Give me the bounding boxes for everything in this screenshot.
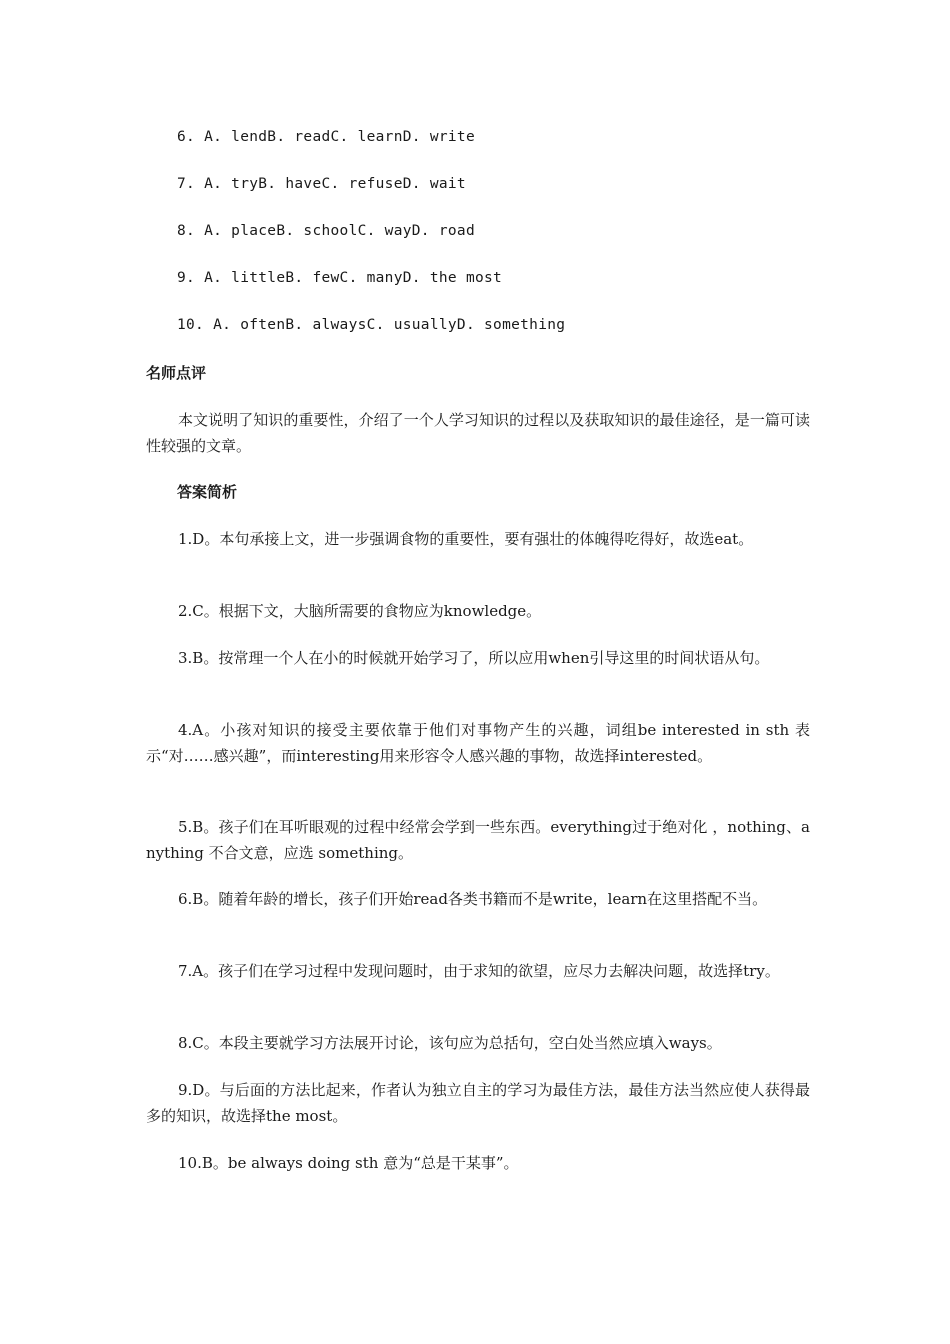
answer-item-6: 6.B。随着年龄的增长，孩子们开始read各类书籍而不是write，learn在这里搭配不当。 — [178, 890, 768, 908]
answers-heading: 答案简析 — [177, 483, 238, 501]
review-text: 本文说明了知识的重要性，介绍了一个人学习知识的过程以及获取知识的最佳途径，是一篇可读性较强的文章。 — [146, 411, 810, 455]
answer-item-5: 5.B。孩子们在耳听眼观的过程中经常会学到一些东西。everything过于绝对化 ，nothing、anything 不合文意，应选 something。 — [146, 818, 810, 862]
option-line-10: 10. A. oftenB. alwaysC. usuallyD. something — [177, 317, 566, 333]
answer-item-1: 1.D。本句承接上文，进一步强调食物的重要性，要有强壮的体魄得吃得好，故选eat。 — [178, 530, 754, 548]
option-line-8: 8. A. placeB. schoolC. wayD. road — [177, 223, 475, 239]
answer-item-7: 7.A。孩子们在学习过程中发现问题时，由于求知的欲望，应尽力去解决问题，故选择try。 — [178, 962, 780, 980]
answer-item-10: 10.B。be always doing sth 意为“总是干某事”。 — [178, 1154, 519, 1172]
answer-item-3: 3.B。按常理一个人在小的时候就开始学习了，所以应用when引导这里的时间状语从句。 — [178, 649, 770, 667]
review-heading: 名师点评 — [146, 364, 207, 382]
option-line-9: 9. A. littleB. fewC. manyD. the most — [177, 270, 503, 286]
answer-item-9: 9.D。与后面的方法比起来，作者认为独立自主的学习为最佳方法，最佳方法当然应使人获得最多的知识，故选择the most。 — [146, 1081, 810, 1125]
answer-item-2: 2.C。根据下文，大脑所需要的食物应为knowledge。 — [178, 602, 542, 620]
answer-item-4: 4.A。小孩对知识的接受主要依靠于他们对事物产生的兴趣，词组be interested in sth 表示“对……感兴趣”，而interesting用来形容令人感兴趣的事物，故选择interested。 — [146, 721, 810, 765]
option-line-7: 7. A. tryB. haveC. refuseD. wait — [177, 176, 466, 192]
option-line-6: 6. A. lendB. readC. learnD. write — [177, 129, 475, 145]
answer-item-8: 8.C。本段主要就学习方法展开讨论，该句应为总括句，空白处当然应填入ways。 — [178, 1034, 722, 1052]
